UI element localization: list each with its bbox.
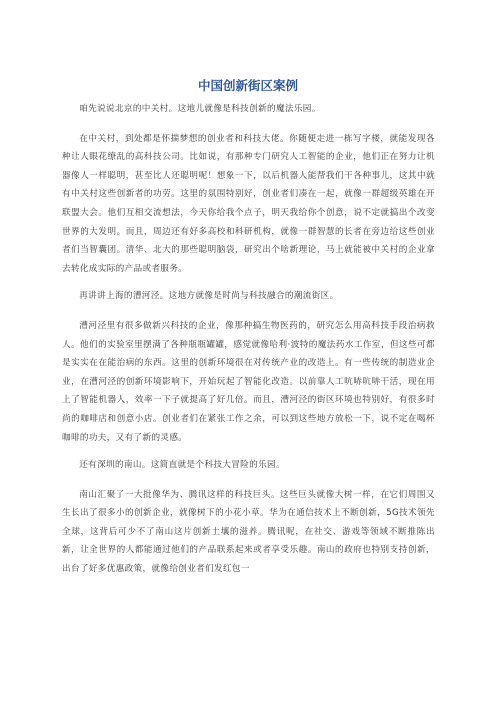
paragraph-zhongguancun: 在中关村，到处都是怀揣梦想的创业者和科技大佬。你随便走进一栋写字楼，就能发现各种让人眼花缭乱的高科技公司。比如说，有那种专门研究人工智能的企业，他们正在努力让机器像人一样聪明，甚至比人还聪明呢！想象一下，以后机器人能帮我们干各种事儿，这其中就有中关村这些创新者的功劳。这里的氛围特别好，创业者们凑在一起，就像一群超级英雄在开联盟大会。他们互相交流想法，今天你给我个点子，明天我给你个创意，说不定就搞出个改变世界的大发明。而且，周边还有好多高校和科研机构，就像一群智慧的长者在旁边给这些创业者们当智囊团。清华、北大的那些聪明脑袋，研究出个啥新理论，马上就能被中关村的企业拿去转化成实际的产品或者服务。 (62, 133, 435, 274)
paragraph-intro-nanshan: 还有深圳的南山。这简直就是个科技大冒险的乐园。 (79, 460, 285, 471)
document-body (62, 100, 435, 588)
paragraph-nanshan: 南山汇聚了一大批像华为、腾讯这样的科技巨头。这些巨头就像大树一样，在它们周围又生长出了很多小的创新企业，就像树下的小花小草。华为在通信技术上不断创新，5G技术领先全球，这背后可少不了南山这片创新土壤的滋养。腾讯呢，在社交、游戏等领域不断推陈出新，让全世界的人都能通过他们的产品联系起来或者享受乐趣。南山的政府也特别支持创新，出台了好多优惠政策，就像给创业者们发红包一 (62, 489, 435, 575)
paragraph-intro-caohejing: 再讲讲上海的漕河泾。这地方就像是时尚与科技融合的潮流街区。 (79, 291, 339, 302)
paragraph-intro-zhongguancun: 咱先说说北京的中关村。这地儿就像是科技创新的魔法乐园。 (79, 104, 321, 114)
document-title: 中国创新街区案例 (197, 78, 298, 93)
paragraph-caohejing: 漕河泾里有很多做新兴科技的企业，像那种搞生物医药的，研究怎么用高科技手段治病救人。他们的实验室里摆满了各种瓶瓶罐罐，感觉就像哈利·波特的魔法药水工作室，但这些可都是实实在在能治病的东西。这里的创新环境很在对传统产业的改造上。有一些传统的制造业企业，在漕河泾的创新环境影响下，开始玩起了智能化改造。以前靠人工吭哧吭哧干活，现在用上了智能机器人，效率一下子就提高了好几倍。而且，漕河泾的街区环境也特别好，有很多时尚的咖啡店和创意小店。创业者们在紧张工作之余，可以到这些地方放松一下，说不定在喝杯咖啡的功夫，又有了新的灵感。 (62, 320, 435, 443)
